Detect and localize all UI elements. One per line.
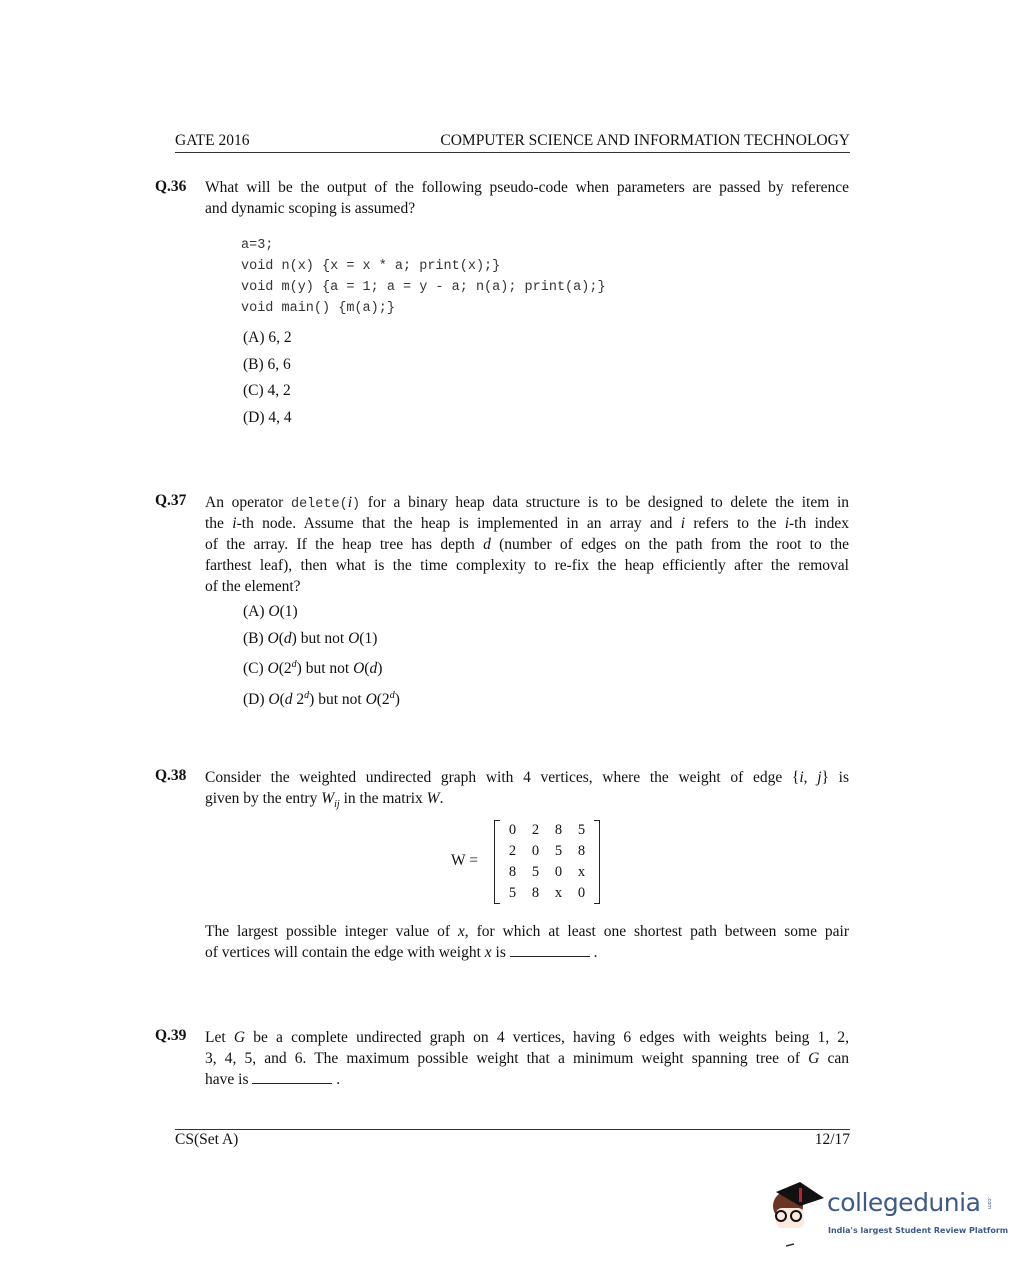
answer-option bbox=[243, 626, 400, 653]
code-line: void main() {m(a);} bbox=[241, 301, 395, 316]
matrix-row bbox=[495, 841, 599, 862]
text-run: d bbox=[483, 536, 491, 553]
matrix-cell: x bbox=[577, 864, 586, 880]
text-run: (D) bbox=[243, 690, 269, 708]
matrix-cell: 5 bbox=[554, 843, 563, 859]
footer-set: CS(Set A) bbox=[175, 1131, 239, 1148]
text-line bbox=[205, 921, 849, 942]
footer-page-number: 12/17 bbox=[814, 1131, 850, 1148]
text-run: ) bbox=[377, 660, 383, 678]
matrix-cell: 8 bbox=[577, 843, 586, 859]
text-run: (1) bbox=[279, 603, 298, 620]
text-run: O bbox=[267, 629, 279, 647]
text-line: have is . bbox=[205, 1071, 341, 1088]
matrix-cell: 0 bbox=[554, 864, 563, 880]
text-run: Consider the weighted undirected graph with 4 vertices, where the weight of edge { bbox=[205, 769, 800, 786]
header-rule bbox=[175, 152, 850, 153]
logo-tld: .com bbox=[986, 1196, 993, 1210]
mascot-logo-icon bbox=[766, 1178, 826, 1248]
matrix-cell: 5 bbox=[577, 822, 586, 838]
text-run: i bbox=[784, 515, 789, 532]
header-subject: COMPUTER SCIENCE AND INFORMATION TECHNOLOGY bbox=[440, 132, 850, 149]
matrix-cell: 0 bbox=[531, 843, 540, 859]
header-exam-name: GATE 2016 bbox=[175, 132, 250, 149]
answer-option: (A) 6, 2 bbox=[243, 329, 292, 346]
code-line: void m(y) {a = 1; a = y - a; n(a); print(a);} bbox=[241, 280, 606, 295]
text-line bbox=[205, 198, 849, 219]
answer-option bbox=[243, 652, 400, 683]
question-number: Q.36 bbox=[155, 178, 187, 195]
text-line bbox=[205, 788, 849, 809]
text-run: ( bbox=[278, 629, 284, 647]
text-run: O bbox=[348, 629, 360, 647]
answer-blank bbox=[252, 1071, 332, 1084]
text-run: x bbox=[484, 944, 492, 961]
text-run: refers to the bbox=[685, 515, 785, 532]
text-line bbox=[205, 492, 849, 513]
text-run: i bbox=[347, 494, 352, 511]
text-run: The largest possible integer value of bbox=[205, 923, 458, 940]
text-run: for a binary heap data structure is to be designed to delete the item in bbox=[360, 494, 849, 511]
matrix-cell: 0 bbox=[577, 885, 586, 901]
text-run: and dynamic scoping is assumed? bbox=[205, 200, 416, 217]
text-line bbox=[205, 1048, 849, 1069]
text-run: d bbox=[284, 690, 293, 708]
text-run: , for which at least one shortest path between some pair bbox=[464, 923, 849, 940]
matrix-row bbox=[495, 862, 599, 883]
text-run: d bbox=[304, 689, 310, 701]
text-run: W bbox=[426, 790, 440, 807]
matrix-cell: 8 bbox=[554, 822, 563, 838]
text-run: An operator bbox=[205, 494, 291, 511]
matrix-row bbox=[495, 883, 599, 904]
text-run: O bbox=[353, 660, 365, 678]
text-run: in the matrix bbox=[339, 790, 427, 807]
text-run: ( bbox=[364, 660, 370, 678]
text-line bbox=[205, 534, 849, 555]
text-run: . bbox=[439, 790, 444, 807]
text-run: G bbox=[233, 1029, 246, 1046]
answer-option: (D) 4, 4 bbox=[243, 408, 292, 426]
footer-rule bbox=[175, 1129, 850, 1130]
code-block bbox=[241, 235, 606, 319]
text-line bbox=[205, 767, 849, 788]
question-number: Q.39 bbox=[155, 1027, 187, 1044]
text-line bbox=[205, 513, 849, 534]
text-run: (2 bbox=[376, 690, 390, 708]
logo-wordmark: collegedunia bbox=[827, 1188, 981, 1217]
answer-option bbox=[243, 683, 400, 714]
answer-option: (B) 6, 6 bbox=[243, 355, 291, 373]
text-run: (A) bbox=[243, 603, 269, 620]
text-line bbox=[205, 177, 849, 198]
text-run: O bbox=[268, 603, 280, 620]
text-run: d bbox=[291, 659, 297, 670]
matrix-cell: 5 bbox=[508, 885, 517, 901]
matrix-cell: 8 bbox=[508, 864, 517, 880]
matrix-label: W = bbox=[451, 852, 478, 869]
text-run: be a complete undirected graph on 4 vertices, having 6 edges with weights being 1, 2, bbox=[245, 1029, 850, 1046]
question-text bbox=[205, 177, 849, 219]
question-text bbox=[205, 492, 849, 597]
answer-options bbox=[243, 325, 292, 431]
text-run: i bbox=[232, 515, 237, 532]
text-line bbox=[205, 555, 849, 576]
matrix-row bbox=[495, 820, 599, 841]
text-run: i bbox=[799, 769, 804, 786]
text-run: (2 bbox=[278, 660, 292, 678]
text-run: ) but not bbox=[296, 660, 354, 678]
text-run: , bbox=[803, 769, 818, 786]
text-run: O bbox=[365, 690, 377, 708]
text-run: ij bbox=[334, 799, 340, 811]
text-line bbox=[205, 1027, 849, 1048]
text-run: given by the entry bbox=[205, 790, 322, 807]
text-run: delete( bbox=[290, 497, 348, 512]
text-run: can bbox=[819, 1050, 849, 1067]
text-run: (number of edges on the path from the root to the bbox=[490, 536, 849, 553]
text-run: O bbox=[267, 660, 279, 678]
text-run: ) but not bbox=[309, 690, 366, 708]
text-run: ) bbox=[394, 690, 400, 708]
text-run: of vertices will contain the edge with weight bbox=[205, 944, 485, 961]
matrix-cell: 2 bbox=[508, 843, 517, 859]
logo-tagline: India's largest Student Review Platform bbox=[828, 1226, 1009, 1235]
text-run: x bbox=[457, 923, 465, 940]
matrix-cell: 5 bbox=[531, 864, 540, 880]
answer-option bbox=[243, 599, 400, 626]
matrix-cell: 2 bbox=[531, 822, 540, 838]
text-run: (B) bbox=[243, 629, 268, 647]
matrix-cell: 8 bbox=[531, 885, 540, 901]
question-text bbox=[205, 767, 849, 809]
code-line: void n(x) {x = x * a; print(x);} bbox=[241, 259, 501, 274]
text-run: have is bbox=[205, 1071, 253, 1088]
text-run: d bbox=[283, 629, 292, 647]
text-run: O bbox=[268, 690, 280, 708]
question-text bbox=[205, 921, 849, 963]
text-run: of the element? bbox=[205, 578, 301, 595]
weight-matrix bbox=[494, 820, 600, 904]
text-run: W bbox=[321, 790, 335, 807]
text-run: d bbox=[369, 660, 378, 678]
answer-options bbox=[243, 599, 400, 713]
text-run: the bbox=[205, 515, 233, 532]
answer-blank bbox=[510, 944, 590, 957]
text-run: ( bbox=[279, 690, 285, 708]
text-run: (C) bbox=[243, 660, 268, 678]
text-run: ) bbox=[352, 497, 361, 512]
text-run: of the array. If the heap tree has depth bbox=[205, 536, 484, 553]
text-run: 3, 4, 5, and 6. The maximum possible weight that a minimum weight spanning tree of bbox=[205, 1050, 809, 1067]
text-line: of vertices will contain the edge with weight x is . bbox=[205, 944, 598, 961]
matrix-cell: x bbox=[554, 885, 563, 901]
text-run: is bbox=[491, 944, 510, 961]
text-run: (1) bbox=[359, 629, 378, 647]
text-run: What will be the output of the following pseudo-code when parameters are passed by reference bbox=[205, 179, 849, 196]
text-run: -th index bbox=[789, 515, 850, 532]
text-run: 2 bbox=[292, 690, 305, 708]
text-run: G bbox=[808, 1050, 820, 1067]
text-run: i bbox=[680, 515, 686, 532]
matrix-cell: 0 bbox=[508, 822, 517, 838]
text-run: j bbox=[817, 769, 822, 786]
text-run: farthest leaf), then what is the time complexity to re-fix the heap efficiently after the removal bbox=[205, 557, 849, 574]
text-line bbox=[205, 576, 849, 597]
text-run: Let bbox=[205, 1029, 234, 1046]
text-run: -th node. Assume that the heap is implemented in an array and bbox=[236, 515, 681, 532]
question-number: Q.37 bbox=[155, 492, 187, 509]
answer-option: (C) 4, 2 bbox=[243, 382, 291, 399]
text-run: ) but not bbox=[291, 629, 349, 647]
question-number: Q.38 bbox=[155, 767, 187, 784]
text-run: } is bbox=[821, 769, 849, 786]
text-run: d bbox=[389, 689, 395, 701]
question-text bbox=[205, 1027, 849, 1090]
code-line: a=3; bbox=[241, 238, 274, 253]
